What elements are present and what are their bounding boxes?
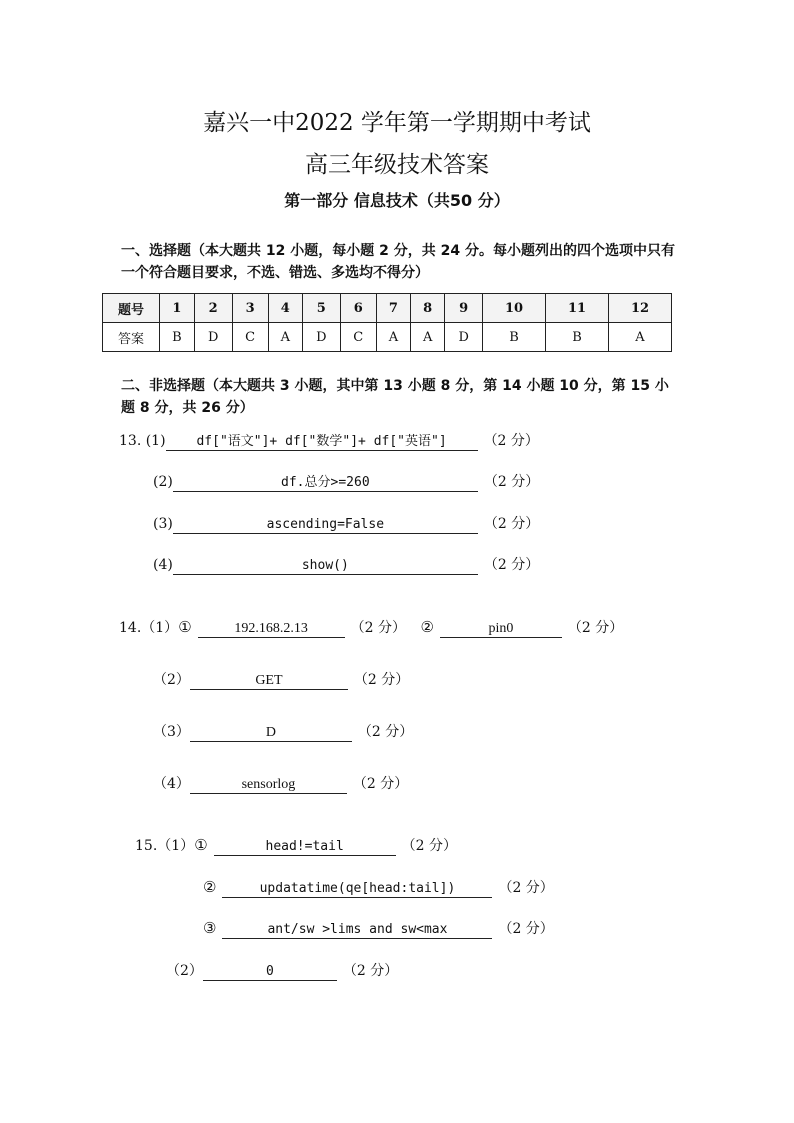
q13-1-label: (1) — [145, 433, 166, 449]
table-cell: 12 — [608, 294, 671, 323]
circled-number-1: ① — [178, 618, 192, 636]
q14-item-4 — [153, 773, 408, 794]
q13-item-2 — [153, 471, 539, 492]
table-cell: B — [483, 323, 546, 352]
answer-table — [102, 293, 672, 352]
exam-subtitle: 高三年级技术答案 — [305, 152, 489, 178]
q13-2-label: (2) — [153, 474, 173, 490]
q13-3-answer: ascending=False — [173, 517, 478, 534]
table-cell: 11 — [546, 294, 609, 323]
table-cell: 5 — [302, 294, 340, 323]
q13-4-label: (4) — [153, 557, 173, 573]
q13-1-answer: df["语文"]+ df["数学"]+ df["英语"] — [166, 434, 478, 451]
q13-4-points: （2 分） — [483, 557, 540, 573]
q14-4-points: （2 分） — [352, 776, 409, 792]
row-header-answer: 答案 — [103, 323, 160, 352]
circled-number-2: ② — [203, 878, 217, 896]
q15-2-answer: updatatime(qe[head:tail]) — [222, 881, 492, 898]
section1-heading: 一、选择题（本大题共 12 小题，每小题 2 分，共 24 分。每小题列出的四个选项中只有一个符合题目要求，不选、错选、多选均不得分） — [121, 243, 675, 281]
q15-4-label: （2） — [166, 963, 203, 979]
q14-2-label: （2） — [153, 672, 190, 688]
table-cell: 2 — [194, 294, 232, 323]
circled-number-1: ① — [194, 836, 208, 854]
table-cell: 1 — [160, 294, 195, 323]
table-cell: B — [160, 323, 195, 352]
table-cell: A — [268, 323, 302, 352]
q14-4-label: （4） — [153, 776, 190, 792]
table-cell: B — [546, 323, 609, 352]
q15-3-points: （2 分） — [498, 921, 554, 937]
q13-item-4 — [153, 554, 539, 575]
q15-item-4 — [166, 960, 398, 981]
q13-3-points: （2 分） — [483, 516, 540, 532]
table-cell: A — [608, 323, 671, 352]
q15-1-label: （1） — [157, 838, 195, 854]
q15-item-3 — [203, 918, 554, 939]
q13-item-3 — [153, 513, 539, 534]
q15-4-answer: 0 — [203, 964, 337, 981]
q14-1-answer-2: pin0 — [440, 621, 562, 638]
q14-number: 14. — [119, 620, 142, 636]
q13-2-points: （2 分） — [483, 474, 540, 490]
table-cell: C — [340, 323, 376, 352]
table-cell: D — [194, 323, 232, 352]
q15-4-points: （2 分） — [342, 963, 399, 979]
q14-3-answer: D — [190, 725, 352, 742]
table-cell: 4 — [268, 294, 302, 323]
q13-1-points: （2 分） — [483, 433, 539, 449]
table-cell: A — [376, 323, 410, 352]
table-cell: 7 — [376, 294, 410, 323]
q14-2-points: （2 分） — [353, 672, 410, 688]
circled-number-2: ② — [420, 618, 434, 636]
q14-1-answer-1: 192.168.2.13 — [198, 621, 345, 638]
q14-1-label: （1） — [141, 620, 179, 636]
q14-item-3 — [153, 721, 413, 742]
q15-2-points: （2 分） — [498, 880, 554, 896]
q14-3-label: （3） — [153, 724, 190, 740]
q15-number: 15. — [135, 838, 158, 854]
row-header-question: 题号 — [103, 294, 160, 323]
q15-3-answer: ant/sw >lims and sw<max — [222, 922, 492, 939]
q13-number: 13. — [119, 433, 142, 449]
q13-4-answer: show() — [173, 558, 478, 575]
table-cell: 3 — [232, 294, 268, 323]
exam-title: 嘉兴一中2022 学年第一学期期中考试 — [203, 110, 591, 136]
table-cell: 8 — [411, 294, 445, 323]
table-cell: 10 — [483, 294, 546, 323]
q15-item-2 — [203, 877, 554, 898]
table-cell: D — [445, 323, 483, 352]
circled-number-3: ③ — [203, 919, 217, 937]
table-row-questions — [103, 294, 672, 323]
q14-2-answer: GET — [190, 673, 348, 690]
q15-1-points: （2 分） — [401, 838, 457, 854]
q14-item-1 — [119, 617, 623, 638]
q14-item-2 — [153, 669, 409, 690]
table-cell: D — [302, 323, 340, 352]
q15-1-answer: head!=tail — [214, 839, 396, 856]
q14-3-points: （2 分） — [357, 724, 414, 740]
q14-1-points-2: （2 分） — [567, 620, 624, 636]
q13-2-answer: df.总分>=260 — [173, 475, 478, 492]
q15-item-1 — [135, 835, 457, 856]
section2-heading: 二、非选择题（本大题共 3 小题，其中第 13 小题 8 分，第 14 小题 10 分，第 15 小题 8 分，共 26 分） — [121, 378, 669, 416]
table-cell: 6 — [340, 294, 376, 323]
part-heading: 第一部分 信息技术（共50 分） — [284, 191, 510, 210]
q13-item-1 — [119, 430, 539, 451]
table-cell: C — [232, 323, 268, 352]
q13-3-label: (3) — [153, 516, 173, 532]
table-cell: A — [411, 323, 445, 352]
q14-1-points-1: （2 分） — [350, 620, 406, 636]
table-row-answers — [103, 323, 672, 352]
table-cell: 9 — [445, 294, 483, 323]
q14-4-answer: sensorlog — [190, 777, 347, 794]
